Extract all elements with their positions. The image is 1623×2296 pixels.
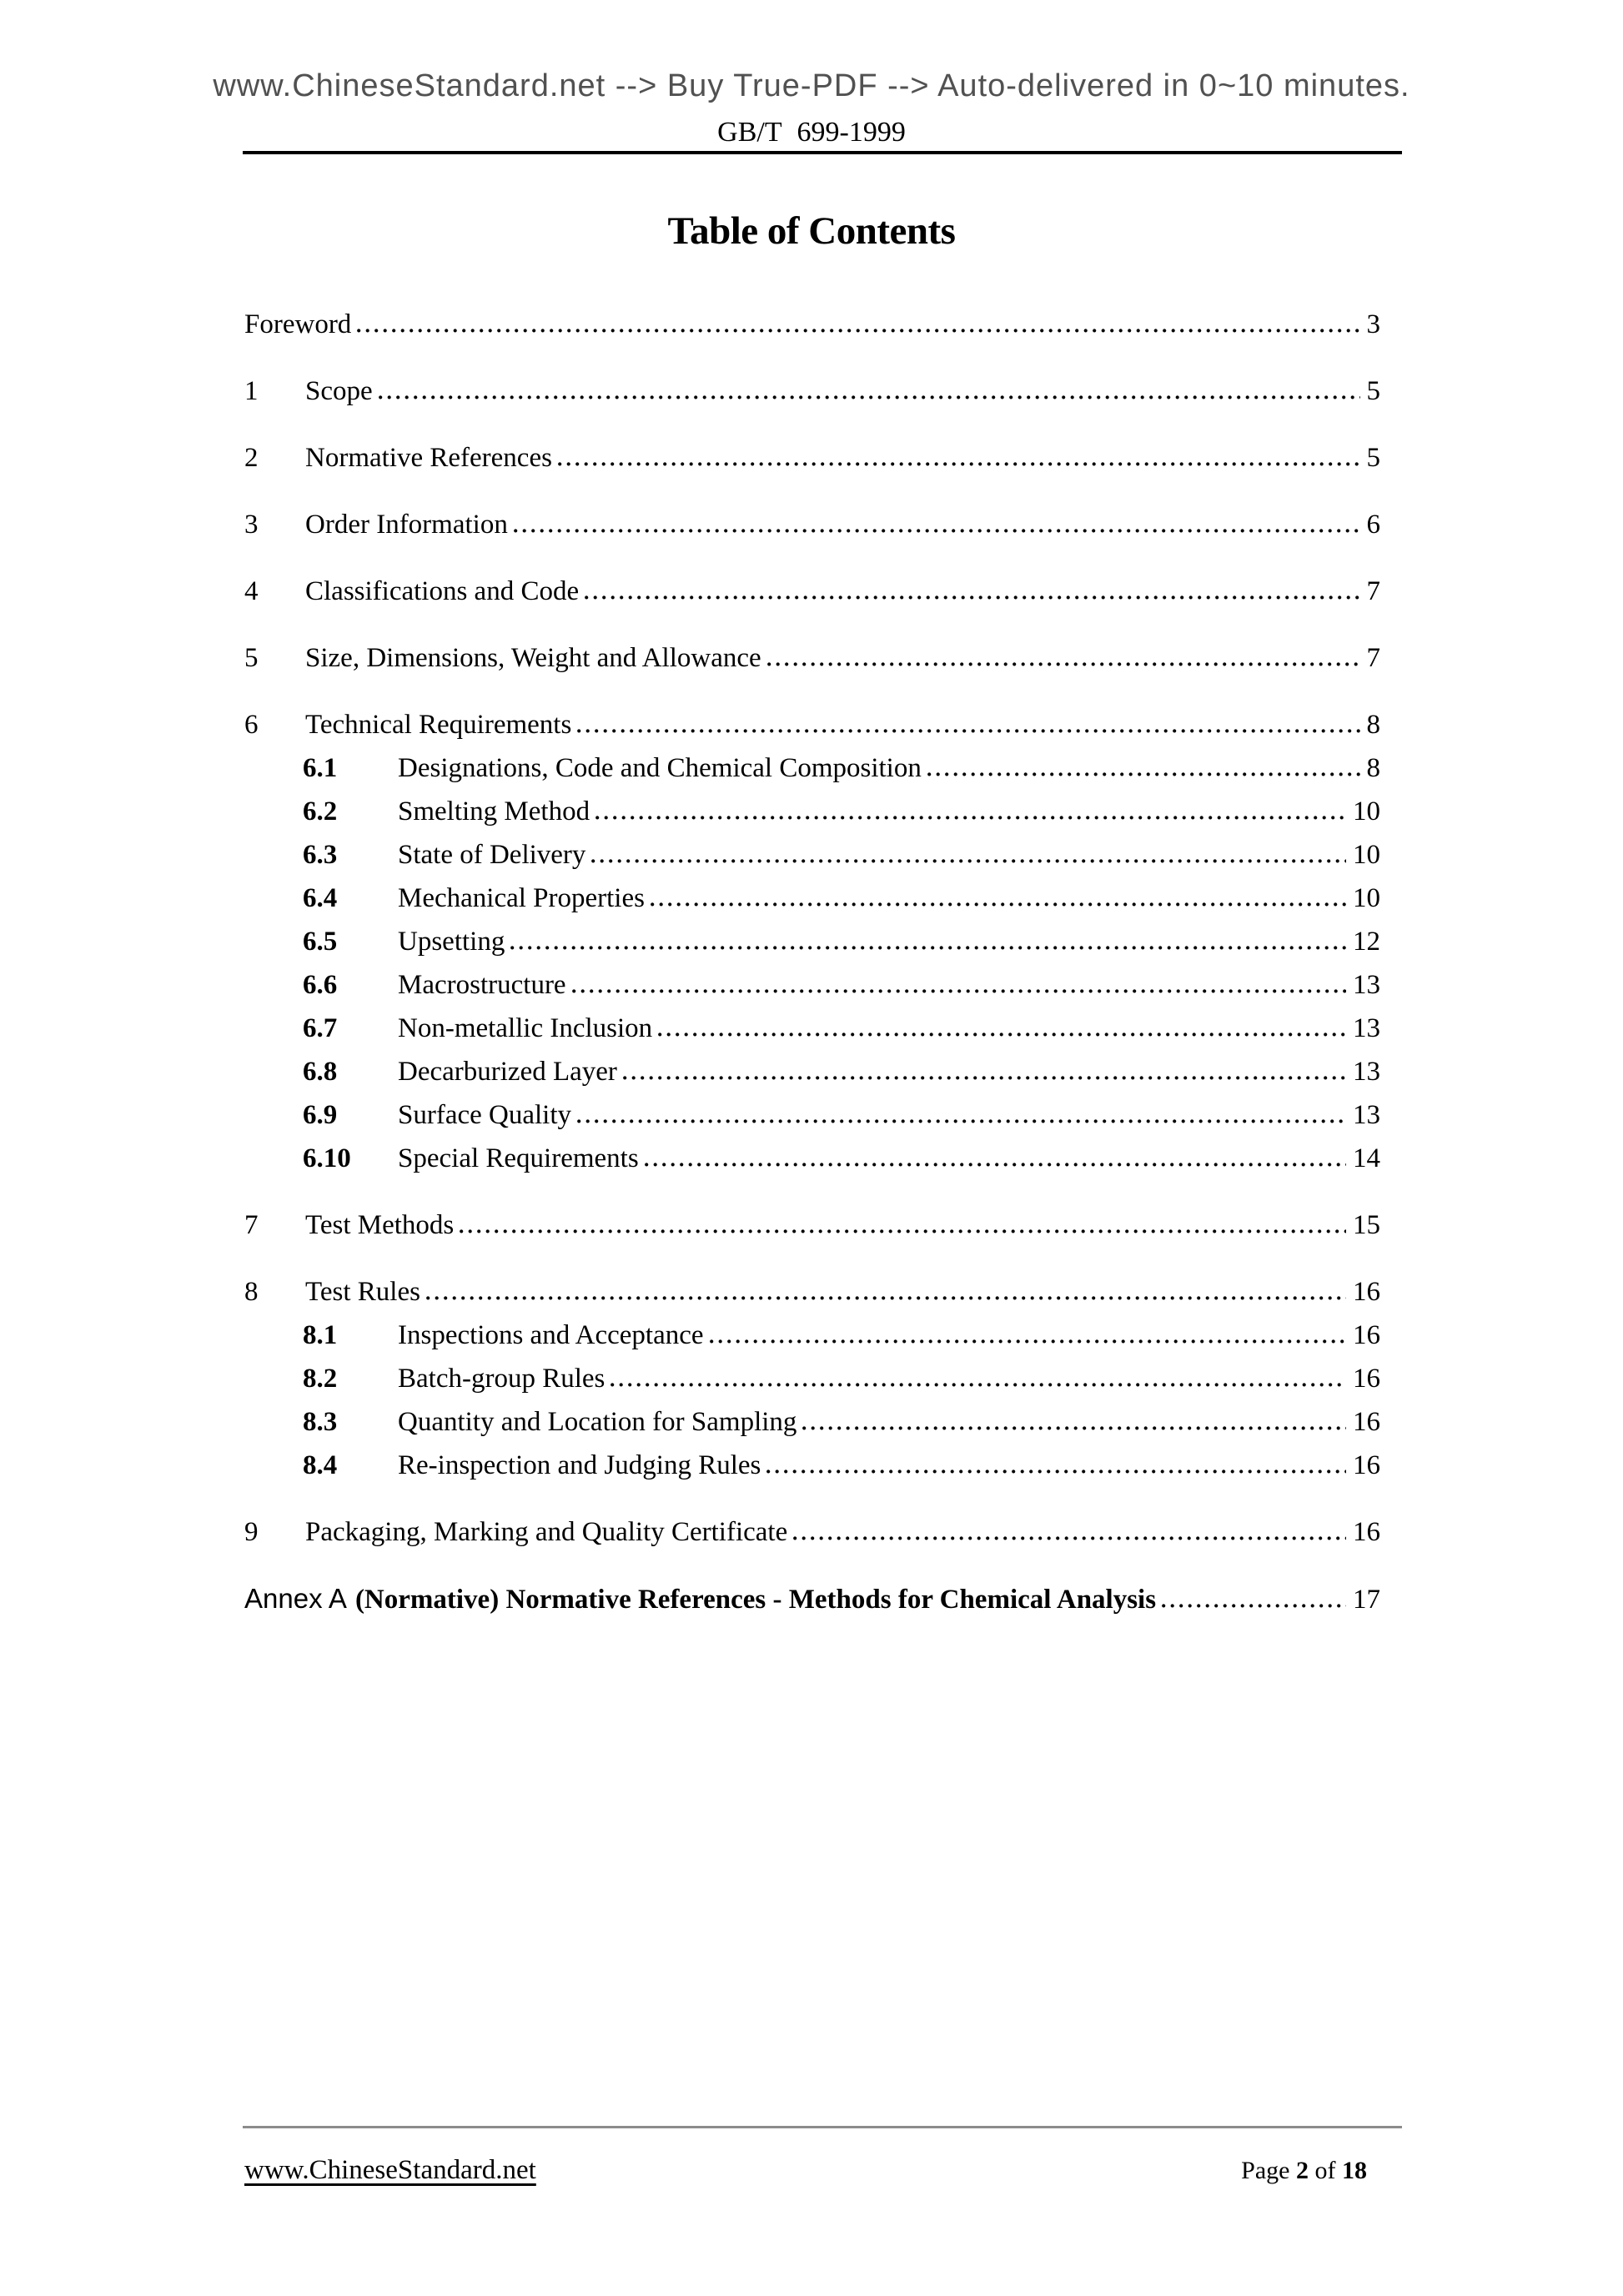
toc-entry-number: 3 xyxy=(244,510,259,540)
toc-entry[interactable] xyxy=(244,746,1380,790)
toc-leader-dots xyxy=(623,1076,1346,1080)
toc-entry-label: Order Information xyxy=(305,510,508,540)
footer-page-current: 2 xyxy=(1296,2157,1309,2184)
toc-entry[interactable] xyxy=(244,1203,1380,1247)
toc-entry-page: 8 xyxy=(1366,710,1380,740)
toc-entry[interactable] xyxy=(244,1357,1380,1400)
toc-entry-page: 16 xyxy=(1353,1320,1380,1350)
toc-entry[interactable] xyxy=(244,1050,1380,1093)
toc-entry[interactable] xyxy=(244,303,1380,346)
table-of-contents xyxy=(244,303,1380,1620)
toc-entry-page: 12 xyxy=(1353,927,1380,957)
toc-leader-dots xyxy=(426,1296,1346,1300)
toc-entry-page: 16 xyxy=(1353,1407,1380,1437)
toc-leader-dots xyxy=(357,329,1359,333)
toc-entry[interactable] xyxy=(244,1510,1380,1554)
toc-leader-dots xyxy=(577,1119,1346,1123)
footer xyxy=(244,2148,1380,2193)
toc-leader-dots xyxy=(767,662,1360,666)
toc-entry-number: 1 xyxy=(244,376,259,406)
toc-entry-number: 6 xyxy=(244,710,259,740)
toc-entry-label: Designations, Code and Chemical Composition xyxy=(398,753,922,783)
toc-entry-label: Re-inspection and Judging Rules xyxy=(398,1450,761,1480)
promo-banner-link[interactable]: www.ChineseStandard.net --> Buy True-PDF --> Auto-delivered in 0~10 minutes. xyxy=(213,68,1410,103)
toc-entry[interactable] xyxy=(244,1314,1380,1357)
toc-entry-number: 6.9 xyxy=(303,1100,338,1130)
toc-leader-dots xyxy=(651,902,1346,907)
toc-entry-label: Foreword xyxy=(244,309,352,339)
toc-entry[interactable] xyxy=(244,790,1380,833)
toc-entry-label: Scope xyxy=(305,376,373,406)
toc-entry-page: 13 xyxy=(1353,1013,1380,1043)
footer-page-of: of xyxy=(1314,2157,1336,2184)
toc-entry-label: Packaging, Marking and Quality Certificate xyxy=(305,1517,788,1547)
toc-entry-label-prefix: Annex A xyxy=(244,1583,347,1614)
toc-entry-page: 7 xyxy=(1366,576,1380,606)
toc-leader-dots xyxy=(514,529,1360,533)
footer-site-link[interactable]: www.ChineseStandard.net xyxy=(244,2155,536,2185)
toc-entry-number: 6.10 xyxy=(303,1143,351,1173)
toc-entry-label: Inspections and Acceptance xyxy=(398,1320,704,1350)
footer-page-word: Page xyxy=(1241,2157,1290,2184)
toc-entry-page: 5 xyxy=(1366,376,1380,406)
toc-entry-page: 10 xyxy=(1353,883,1380,913)
toc-leader-dots xyxy=(802,1426,1346,1430)
toc-leader-dots xyxy=(645,1163,1346,1167)
toc-entry-label: Size, Dimensions, Weight and Allowance xyxy=(305,643,761,673)
page-title: Table of Contents xyxy=(667,209,956,253)
toc-entry-label: Surface Quality xyxy=(398,1100,572,1130)
toc-leader-dots xyxy=(591,859,1346,863)
toc-entry-number: 8 xyxy=(244,1277,259,1307)
toc-entry-label: Special Requirements xyxy=(398,1143,639,1173)
toc-entry-number: 5 xyxy=(244,643,259,673)
footer-page-indicator xyxy=(1241,2149,1367,2193)
toc-entry[interactable] xyxy=(244,877,1380,920)
toc-leader-dots xyxy=(658,1032,1346,1037)
toc-entry[interactable] xyxy=(244,963,1380,1007)
toc-entry-page: 15 xyxy=(1353,1210,1380,1240)
toc-entry-number: 9 xyxy=(244,1517,259,1547)
toc-entry-page: 10 xyxy=(1353,840,1380,870)
toc-entry-number: 6.8 xyxy=(303,1057,338,1087)
toc-entry-label: Upsetting xyxy=(398,927,505,957)
toc-entry-label: Batch-group Rules xyxy=(398,1364,605,1394)
toc-entry-number: 6.4 xyxy=(303,883,338,913)
toc-entry[interactable] xyxy=(244,1270,1380,1314)
toc-entry-page: 6 xyxy=(1366,510,1380,540)
footer-rule xyxy=(243,2126,1402,2128)
toc-entry-page: 7 xyxy=(1366,643,1380,673)
toc-entry-page: 13 xyxy=(1353,1100,1380,1130)
toc-leader-dots xyxy=(766,1470,1346,1474)
toc-entry[interactable] xyxy=(244,1444,1380,1487)
footer-page-total: 18 xyxy=(1342,2157,1367,2184)
toc-entry-label: Classifications and Code xyxy=(305,576,580,606)
toc-entry-page: 13 xyxy=(1353,1057,1380,1087)
toc-entry-number: 2 xyxy=(244,443,259,473)
toc-entry-number: 8.1 xyxy=(303,1320,338,1350)
toc-entry-page: 16 xyxy=(1353,1517,1380,1547)
toc-entry[interactable] xyxy=(244,570,1380,613)
toc-entry[interactable] xyxy=(244,636,1380,680)
toc-entry-page: 17 xyxy=(1353,1585,1380,1615)
toc-entry-number: 6.2 xyxy=(303,796,338,826)
toc-entry-page: 10 xyxy=(1353,796,1380,826)
toc-entry-page: 5 xyxy=(1366,443,1380,473)
toc-entry-page: 16 xyxy=(1353,1450,1380,1480)
toc-leader-dots xyxy=(379,395,1360,399)
toc-leader-dots xyxy=(710,1339,1346,1344)
toc-entry-label: Test Rules xyxy=(305,1277,420,1307)
toc-entry-label: Non-metallic Inclusion xyxy=(398,1013,653,1043)
toc-entry-number: 8.4 xyxy=(303,1450,338,1480)
toc-entry[interactable] xyxy=(244,1137,1380,1180)
toc-entry[interactable] xyxy=(244,703,1380,746)
toc-entry-page: 3 xyxy=(1366,309,1380,339)
toc-entry-label: Decarburized Layer xyxy=(398,1057,617,1087)
toc-entry-number: 6.5 xyxy=(303,927,338,957)
toc-entry-number: 8.2 xyxy=(303,1364,338,1394)
toc-entry-number: 6.6 xyxy=(303,970,338,1000)
toc-entry[interactable] xyxy=(244,503,1380,546)
toc-entry-label: (Normative) Normative References - Methods for Chemical Analysis xyxy=(354,1585,1157,1615)
toc-entry-label: Test Methods xyxy=(305,1210,455,1240)
toc-entry[interactable] xyxy=(244,369,1380,413)
toc-entry-label: Smelting Method xyxy=(398,796,590,826)
toc-entry-label: Normative References xyxy=(305,443,552,473)
toc-leader-dots xyxy=(611,1383,1346,1387)
toc-leader-dots xyxy=(793,1536,1346,1540)
toc-entry-label: Macrostructure xyxy=(398,970,566,1000)
toc-entry-page: 14 xyxy=(1353,1143,1380,1173)
toc-entry-page: 16 xyxy=(1353,1277,1380,1307)
toc-entry[interactable] xyxy=(244,436,1380,480)
toc-entry-label: Mechanical Properties xyxy=(398,883,645,913)
toc-entry[interactable] xyxy=(244,833,1380,877)
toc-entry-number: 6.1 xyxy=(303,753,338,783)
toc-entry-page: 13 xyxy=(1353,970,1380,1000)
toc-leader-dots xyxy=(577,729,1359,733)
toc-entry-number: 4 xyxy=(244,576,259,606)
toc-entry-label: Technical Requirements xyxy=(305,710,572,740)
toc-entry-page: 8 xyxy=(1366,753,1380,783)
header-rule xyxy=(243,151,1402,154)
toc-entry[interactable] xyxy=(244,1577,1380,1620)
toc-entry-number: 7 xyxy=(244,1210,259,1240)
toc-entry-page: 16 xyxy=(1353,1364,1380,1394)
toc-leader-dots xyxy=(1162,1604,1346,1608)
toc-leader-dots xyxy=(558,462,1360,466)
toc-leader-dots xyxy=(510,946,1346,950)
toc-entry[interactable] xyxy=(244,920,1380,963)
toc-entry-number: 6.7 xyxy=(303,1013,338,1043)
toc-leader-dots xyxy=(460,1229,1346,1233)
toc-leader-dots xyxy=(595,816,1346,820)
toc-entry-label: Quantity and Location for Sampling xyxy=(398,1407,797,1437)
toc-leader-dots xyxy=(585,595,1359,600)
toc-leader-dots xyxy=(927,772,1360,776)
standard-code: GB/T 699-1999 xyxy=(717,117,906,148)
toc-entry-number: 6.3 xyxy=(303,840,338,870)
toc-leader-dots xyxy=(572,989,1346,993)
toc-entry[interactable] xyxy=(244,1400,1380,1444)
toc-entry[interactable] xyxy=(244,1007,1380,1050)
toc-entry-number: 8.3 xyxy=(303,1407,338,1437)
toc-entry[interactable] xyxy=(244,1093,1380,1137)
toc-entry-label: State of Delivery xyxy=(398,840,586,870)
